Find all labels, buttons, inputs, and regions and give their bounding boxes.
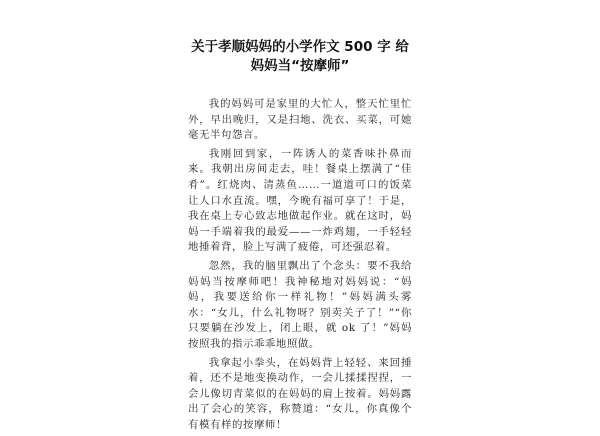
essay-paragraph-2: 我刚回到家，一阵诱人的菜香味扑鼻而来。我朝出房间走去，哇！餐桌上摆满了“佳肴”。红烧肉、清蒸鱼……一道道可口的饭菜让人口水直流。嘿，今晚有福可享了！于是，我在桌上专心致志地做起作业。就在这时，妈妈一手端着我的最爱——一炸鸡翅，一手轻轻地捶着背，脸上写满了疲倦，可还强忍着。 xyxy=(188,147,412,254)
essay-paragraph-3: 忽然，我的脑里飘出了个念头：要不我给妈妈当按摩师吧！我神秘地对妈妈说：“妈妈，我要送给你一样礼物！”妈妈满头雾水：“女儿，什么礼物呀？别卖关子了！”“你只要躺在沙发上，闭上眼，就 ok 了！”妈妈按照我的指示乖乖地照做。 xyxy=(188,259,412,350)
essay-paragraph-4: 我拿起小拳头，在妈妈背上轻轻、来回捶着，还不是地变换动作，一会儿揉揉捏捏，一会儿像切青菜似的在妈妈的肩上按着。妈妈露出了会心的笑容，称赞道：“女儿，你真像个有模有样的按摩师！ xyxy=(188,356,412,431)
essay-document xyxy=(188,38,412,436)
essay-paragraph-1: 我的妈妈可是家里的大忙人，整天忙里忙外，早出晚归，又是扫地、洗衣、买菜，可她毫无半句怨言。 xyxy=(188,98,412,142)
essay-body xyxy=(188,97,412,433)
essay-title: 关于孝顺妈妈的小学作文 500 字 给妈妈当“按摩师” xyxy=(191,39,409,74)
